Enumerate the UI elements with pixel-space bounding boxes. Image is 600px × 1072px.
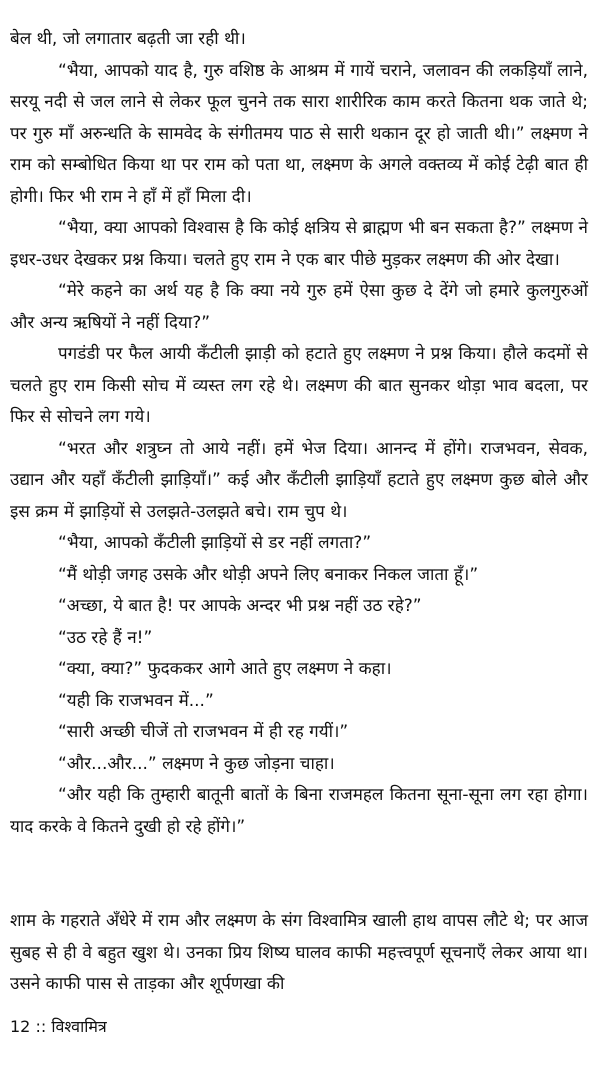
paragraph: “भैया, आपको कँटीली झाड़ियों से डर नहीं लगता?” <box>58 533 372 553</box>
paragraph: “और...और...” लक्ष्मण ने कुछ जोड़ना चाहा। <box>58 753 335 774</box>
paragraph: बेल थी, जो लगातार बढ़ती जा रही थी। <box>10 29 246 49</box>
paragraph: “भरत और शत्रुघ्न तो आये नहीं। हमें भेज दिया। आनन्द में होंगे। राजभवन, सेवक, उद्यान और यहाँ कँटीली झाड़ियाँ।” कई और कँटीली झाड़ियाँ हटाते हुए लक्ष्मण कुछ बोले और इस क्रम में झाड़ियों से उलझते-उलझते बचे। राम चुप थे। <box>10 438 588 522</box>
paragraph: “भैया, क्या आपको विश्वास है कि कोई क्षत्रिय से ब्राह्मण भी बन सकता है?” लक्ष्मण ने इधर-उधर देखकर प्रश्न किया। चलते हुए राम ने एक बार पीछे मुड़कर लक्ष्मण की ओर देखा। <box>10 218 588 270</box>
footer-separator: :: <box>35 1017 47 1036</box>
paragraph: “मैं थोड़ी जगह उसके और थोड़ी अपने लिए बनाकर निकल जाता हूँ।” <box>58 564 479 585</box>
paragraph: “सारी अच्छी चीजें तो राजभवन में ही रह गयीं।” <box>58 722 349 742</box>
page-body <box>10 24 588 1001</box>
section-break <box>10 843 588 906</box>
paragraph: “मेरे कहने का अर्थ यह है कि क्या नये गुरु हमें ऐसा कुछ दे देंगे जो हमारे कुलगुरुओं और अन्य ऋषियों ने नहीं दिया?” <box>10 281 588 333</box>
paragraph: शाम के गहराते अँधेरे में राम और लक्ष्मण के संग विश्वामित्र खाली हाथ वापस लौटे थे; पर आज सुबह से ही वे बहुत खुश थे। उनका प्रिय शिष्य घालव काफी महत्त्वपूर्ण सूचनाएँ लेकर आया था। उसने काफी पास से ताड़का और शूर्पणखा की <box>10 911 588 994</box>
page-footer <box>10 1016 107 1038</box>
paragraph: “यही कि राजभवन में...” <box>58 690 214 711</box>
page-number: 12 <box>10 1017 31 1036</box>
paragraph: “उठ रहे हैं न!” <box>58 627 153 648</box>
paragraph: पगडंडी पर फैल आयी कँटीली झाड़ी को हटाते हुए लक्ष्मण ने प्रश्न किया। हौले कदमों से चलते हुए राम किसी सोच में व्यस्त लग रहे थे। लक्ष्मण की बात सुनकर थोड़ा भाव बदला, पर फिर से सोचने लग गये। <box>10 344 588 427</box>
paragraph: “और यही कि तुम्हारी बातूनी बातों के बिना राजमहल कितना सूना-सूना लग रहा होगा। याद करके वे कितने दुखी हो रहे होंगे।” <box>10 785 588 837</box>
paragraph: “अच्छा, ये बात है! पर आपके अन्दर भी प्रश्न नहीं उठ रहे?” <box>58 596 422 616</box>
paragraph: “भैया, आपको याद है, गुरु वशिष्ठ के आश्रम में गायें चराने, जलावन की लकड़ियाँ लाने, सरयू नदी से जल लाने से लेकर फूल चुनने तक सारा शारीरिक काम करते कितना थक जाते थे; पर गुरु माँ अरुन्धति के सामवेद के संगीतमय पाठ से सारी थकान दूर हो जाती थी।” लक्ष्मण ने राम को सम्बोधित किया था पर राम को पता था, लक्ष्मण के अगले वक्तव्य में कोई टेढ़ी बात ही होगी। फिर भी राम ने हाँ में हाँ मिला दी। <box>10 60 588 207</box>
running-title: विश्वामित्र <box>51 1017 107 1036</box>
paragraph: “क्या, क्या?” फुदककर आगे आते हुए लक्ष्मण ने कहा। <box>58 659 392 679</box>
